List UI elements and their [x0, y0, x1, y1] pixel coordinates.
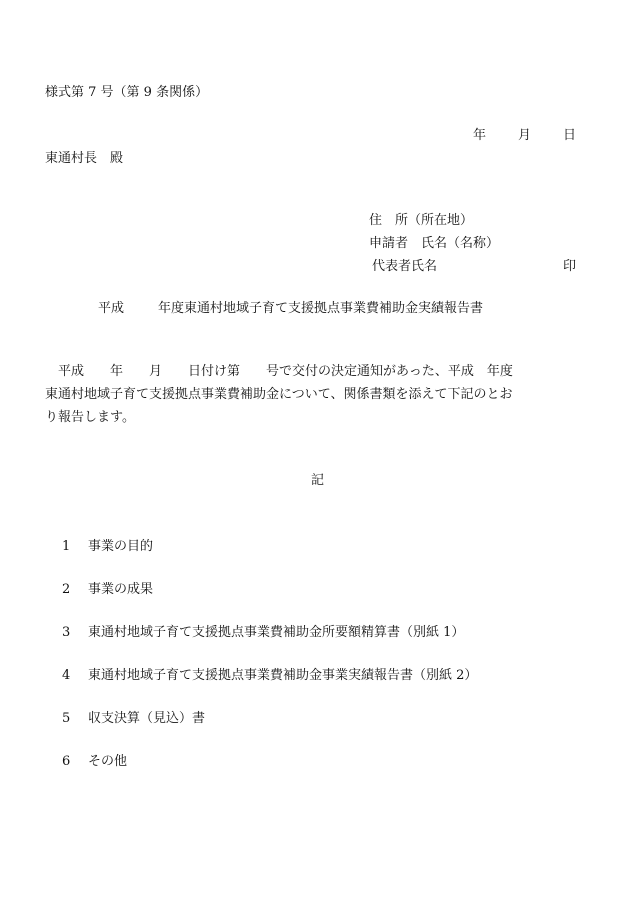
title-era: 平成: [98, 301, 125, 316]
date-month-label: 月: [518, 128, 532, 143]
item-number: 3: [62, 625, 71, 640]
date-day-label: 日: [563, 128, 577, 143]
representative-label: 代表者氏名: [372, 259, 438, 274]
item-text: 収支決算（見込）書: [88, 711, 206, 726]
item-number: 4: [62, 668, 71, 683]
applicant-name-label: 申請者 氏名（名称）: [369, 236, 500, 251]
item-text: 事業の成果: [88, 582, 154, 597]
item-number: 5: [62, 711, 71, 726]
ki-heading: 記: [311, 473, 325, 488]
title-text: 年度東通村地域子育て支援拠点事業費補助金実績報告書: [158, 301, 484, 316]
form-header: 様式第 7 号（第 9 条関係）: [45, 85, 209, 100]
item-number: 1: [62, 539, 71, 554]
item-text: 東通村地域子育て支援拠点事業費補助金事業実績報告書（別紙 2）: [88, 668, 478, 683]
address-label: 住 所（所在地）: [369, 213, 474, 228]
body-line: 平成 年 月 日付け第 号で交付の決定通知があった、平成 年度: [45, 364, 513, 379]
item-number: 6: [62, 754, 71, 769]
seal-mark: 印: [563, 259, 577, 274]
body-line: り報告します。: [45, 410, 135, 425]
body-line: 東通村地域子育て支援拠点事業費補助金について、関係書類を添えて下記のとお: [45, 387, 513, 402]
item-text: その他: [88, 754, 128, 769]
item-text: 東通村地域子育て支援拠点事業費補助金所要額精算書（別紙 1）: [88, 625, 465, 640]
addressee: 東通村長 殿: [45, 151, 124, 166]
date-year-label: 年: [473, 128, 487, 143]
item-number: 2: [62, 582, 71, 597]
item-text: 事業の目的: [88, 539, 154, 554]
